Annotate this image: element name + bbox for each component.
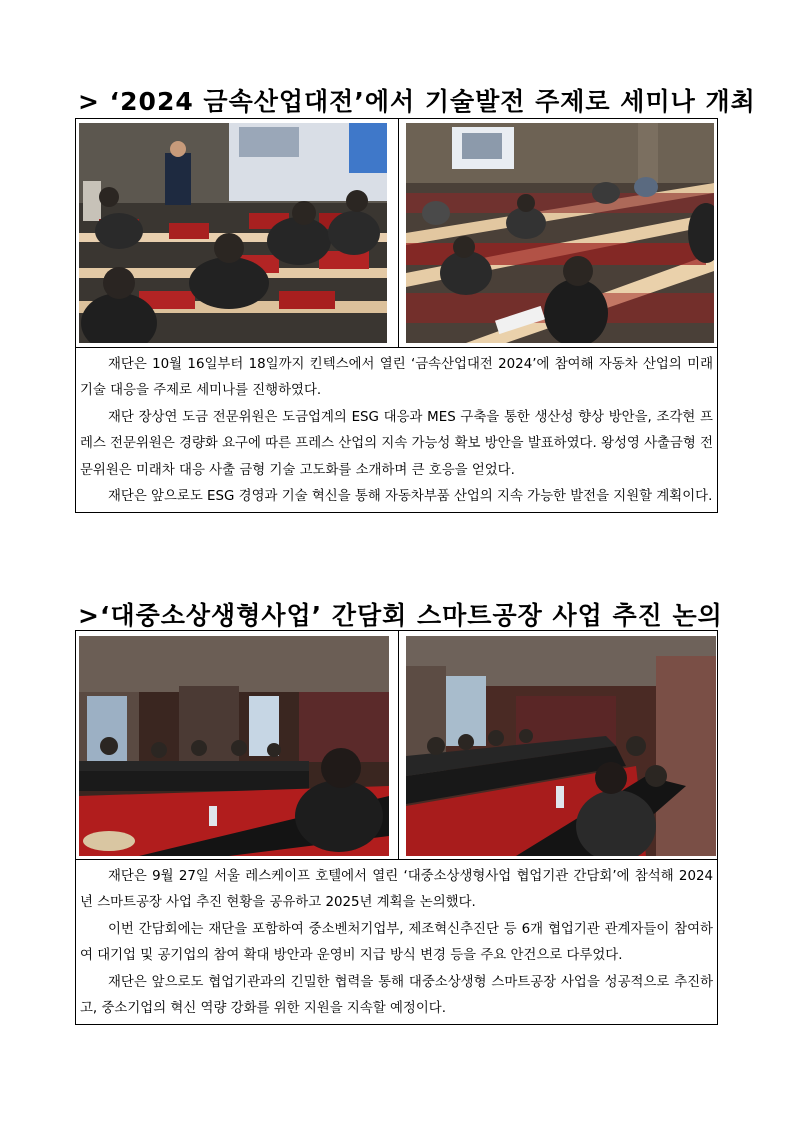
section1-box bbox=[75, 118, 718, 513]
section2-paragraph: 이번 간담회에는 재단을 포함하여 중소벤처기업부, 제조혁신추진단 등 6개 협업기관 관계자들이 참여하여 대기업 및 공기업의 참여 확대 방안과 운영비 지급 방식 변경 등을 주요 안건으로 다루었다. bbox=[80, 921, 713, 964]
section1-title: > ‘2024 금속산업대전’에서 기술발전 주제로 세미나 개최 bbox=[78, 87, 756, 116]
section1-body bbox=[76, 348, 717, 512]
seminar-audience-photo bbox=[406, 123, 714, 343]
photo-divider bbox=[398, 631, 399, 859]
section1-paragraph: 재단 장상연 도금 전문위원은 도금업계의 ESG 대응과 MES 구축을 통한 생산성 향상 방안을, 조각현 프레스 전문위원은 경량화 요구에 따른 프레스 산업의 지속 가능성 확보 방안을 발표하였다. 왕성영 사출금형 전문위원은 미래차 대응 사출 금형 기술 고도화를 소개하며 큰 호응을 얻었다. bbox=[80, 409, 713, 478]
section1-photos bbox=[76, 119, 717, 348]
meeting-table-photo bbox=[406, 636, 716, 856]
section2-box bbox=[75, 630, 718, 1025]
section2-body bbox=[76, 860, 717, 1024]
seminar-presenter-photo bbox=[79, 123, 387, 343]
section2-paragraph: 재단은 앞으로도 협업기관과의 긴밀한 협력을 통해 대중소상생형 스마트공장 사업을 성공적으로 추진하고, 중소기업의 혁신 역량 강화를 위한 지원을 지속할 예정이다. bbox=[80, 974, 713, 1017]
section2-paragraph: 재단은 9월 27일 서울 레스케이프 호텔에서 열린 ‘대중소상생형사업 협업기관 간담회’에 참석해 2024년 스마트공장 사업 추진 현황을 공유하고 2025년 계획을 논의했다. bbox=[80, 869, 713, 911]
section1-paragraph: 재단은 10월 16일부터 18일까지 킨텍스에서 열린 ‘금속산업대전 2024’에 참여해 자동차 산업의 미래 기술 대응을 주제로 세미나를 진행하였다. bbox=[80, 357, 713, 399]
meeting-room-photo bbox=[79, 636, 389, 856]
photo-divider bbox=[398, 119, 399, 347]
section2-photos bbox=[76, 631, 717, 860]
section1-paragraph: 재단은 앞으로도 ESG 경영과 기술 혁신을 통해 자동차부품 산업의 지속 가능한 발전을 지원할 계획이다. bbox=[108, 489, 713, 505]
section2-title: >‘대중소상생형사업’ 간담회 스마트공장 사업 추진 논의 bbox=[78, 601, 723, 630]
